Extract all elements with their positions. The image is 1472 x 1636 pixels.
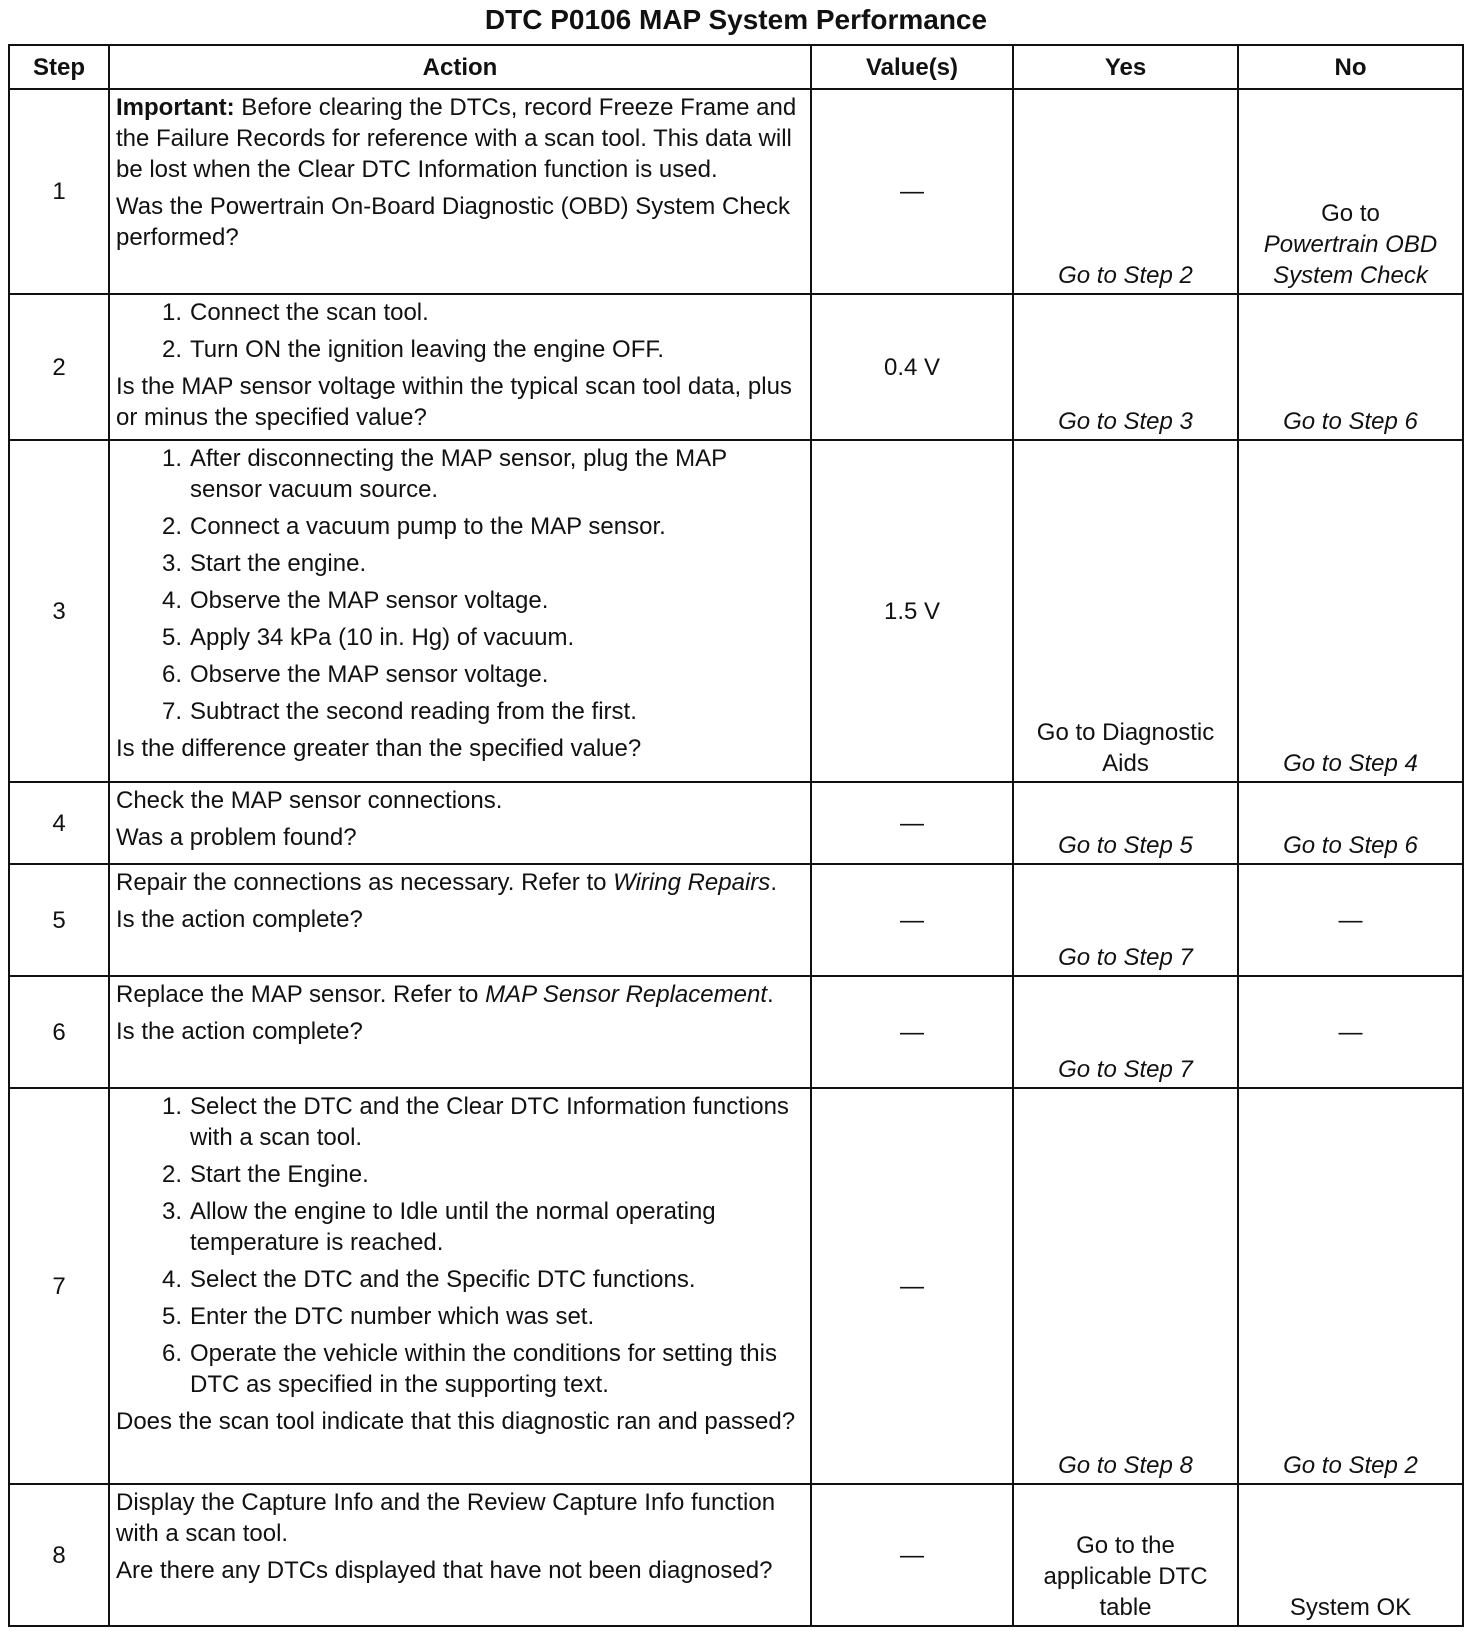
action-steps	[116, 1091, 804, 1400]
value-cell: —	[811, 782, 1013, 864]
action-text: Replace the MAP sensor. Refer to MAP Sensor Replacement.	[115, 981, 774, 1008]
yes-link[interactable]: Go to Step 7	[1013, 864, 1238, 976]
action-cell	[109, 89, 811, 294]
yes-link[interactable]: Go to Step 3	[1013, 294, 1238, 440]
action-text	[116, 92, 804, 185]
action-cell	[109, 782, 811, 864]
step-number: 6	[9, 976, 109, 1088]
table-row	[9, 89, 1463, 294]
step-number: 5	[9, 864, 109, 976]
yes-link[interactable]: Go to Diagnostic Aids	[1013, 440, 1238, 782]
table-row	[9, 976, 1463, 1088]
step-number: 7	[9, 1088, 109, 1484]
action-step-item: 7. Subtract the second reading from the first.	[161, 698, 637, 725]
no-link[interactable]: Go to Step 6	[1238, 294, 1463, 440]
action-cell	[109, 864, 811, 976]
action-cell	[109, 1484, 811, 1626]
no-cell: —	[1238, 976, 1463, 1088]
action-step-item: 2. Turn ON the ignition leaving the engine OFF.	[161, 336, 665, 363]
action-text: Repair the connections as necessary. Refer to Wiring Repairs.	[115, 869, 777, 896]
table-row	[9, 864, 1463, 976]
table-row	[9, 440, 1463, 782]
action-step-item: 6. Operate the vehicle within the conditions for setting this DTC as specified in the supporting text.	[161, 1340, 777, 1398]
table-row	[9, 782, 1463, 864]
header-yes: Yes	[1013, 45, 1238, 89]
yes-link[interactable]: Go to Step 8	[1013, 1088, 1238, 1484]
wiring-repairs-link[interactable]: Wiring Repairs	[613, 869, 771, 896]
value-cell: 0.4 V	[811, 294, 1013, 440]
map-sensor-replacement-link[interactable]: MAP Sensor Replacement	[485, 981, 767, 1008]
step-number: 3	[9, 440, 109, 782]
action-question: Is the MAP sensor voltage within the typical scan tool data, plus or minus the specified value?	[115, 373, 792, 431]
action-step-item: 3. Allow the engine to Idle until the normal operating temperature is reached.	[161, 1198, 716, 1256]
no-cell: System OK	[1238, 1484, 1463, 1626]
action-cell	[109, 294, 811, 440]
value-cell: —	[811, 89, 1013, 294]
value-cell: —	[811, 976, 1013, 1088]
table-row	[9, 294, 1463, 440]
action-step-item: 6. Observe the MAP sensor voltage.	[161, 661, 549, 688]
no-cell[interactable]	[1238, 89, 1463, 294]
action-cell	[109, 440, 811, 782]
yes-link[interactable]: Go to Step 7	[1013, 976, 1238, 1088]
action-step-item: 4. Observe the MAP sensor voltage.	[161, 587, 549, 614]
action-question: Are there any DTCs displayed that have not been diagnosed?	[115, 1557, 773, 1584]
action-steps	[116, 297, 804, 365]
header-action: Action	[109, 45, 811, 89]
no-link[interactable]: Powertrain OBD System Check	[1263, 231, 1438, 289]
header-no: No	[1238, 45, 1463, 89]
action-question: Does the scan tool indicate that this diagnostic ran and passed?	[115, 1408, 796, 1435]
no-cell: —	[1238, 864, 1463, 976]
important-label: Important:	[115, 94, 235, 121]
page-title: DTC P0106 MAP System Performance	[484, 4, 988, 35]
action-step-item: 1. After disconnecting the MAP sensor, plug the MAP sensor vacuum source.	[161, 445, 727, 503]
no-go-to: Go to	[1321, 200, 1380, 227]
important-text: Before clearing the DTCs, record Freeze Frame and the Failure Records for reference with a scan tool. This data will be lost when the Clear DTC Information function is used.	[115, 94, 797, 183]
value-cell: 1.5 V	[811, 440, 1013, 782]
header-values: Value(s)	[811, 45, 1013, 89]
no-link[interactable]: Go to Step 2	[1238, 1088, 1463, 1484]
action-step-item: 5. Apply 34 kPa (10 in. Hg) of vacuum.	[161, 624, 575, 651]
header-step: Step	[9, 45, 109, 89]
no-link[interactable]: Go to Step 6	[1238, 782, 1463, 864]
value-cell: —	[811, 864, 1013, 976]
action-question: Is the action complete?	[115, 1018, 363, 1045]
action-question: Is the action complete?	[115, 906, 363, 933]
header-row	[9, 45, 1463, 89]
action-step-item: 2. Connect a vacuum pump to the MAP sensor.	[161, 513, 666, 540]
action-question: Was a problem found?	[115, 824, 357, 851]
action-steps	[116, 443, 804, 727]
dtc-table	[8, 44, 1464, 1627]
action-cell	[109, 1088, 811, 1484]
value-cell: —	[811, 1484, 1013, 1626]
action-step-item: 4. Select the DTC and the Specific DTC functions.	[161, 1266, 696, 1293]
yes-link[interactable]: Go to Step 2	[1013, 89, 1238, 294]
action-cell	[109, 976, 811, 1088]
action-step-item: 2. Start the Engine.	[161, 1161, 369, 1188]
action-step-item: 1. Connect the scan tool.	[161, 299, 429, 326]
step-number: 4	[9, 782, 109, 864]
yes-link[interactable]: Go to the applicable DTC table	[1013, 1484, 1238, 1626]
action-text: Check the MAP sensor connections.	[115, 787, 503, 814]
action-step-item: 5. Enter the DTC number which was set.	[161, 1303, 595, 1330]
step-number: 1	[9, 89, 109, 294]
action-step-item: 3. Start the engine.	[161, 550, 367, 577]
value-cell: —	[811, 1088, 1013, 1484]
action-step-item: 1. Select the DTC and the Clear DTC Information functions with a scan tool.	[161, 1093, 789, 1151]
table-row	[9, 1484, 1463, 1626]
action-question: Is the difference greater than the specified value?	[115, 735, 642, 762]
action-text: Display the Capture Info and the Review Capture Info function with a scan tool.	[115, 1489, 776, 1547]
no-link[interactable]: Go to Step 4	[1238, 440, 1463, 782]
yes-link[interactable]: Go to Step 5	[1013, 782, 1238, 864]
action-question: Was the Powertrain On-Board Diagnostic (OBD) System Check performed?	[115, 193, 790, 251]
table-row	[9, 1088, 1463, 1484]
step-number: 8	[9, 1484, 109, 1626]
step-number: 2	[9, 294, 109, 440]
